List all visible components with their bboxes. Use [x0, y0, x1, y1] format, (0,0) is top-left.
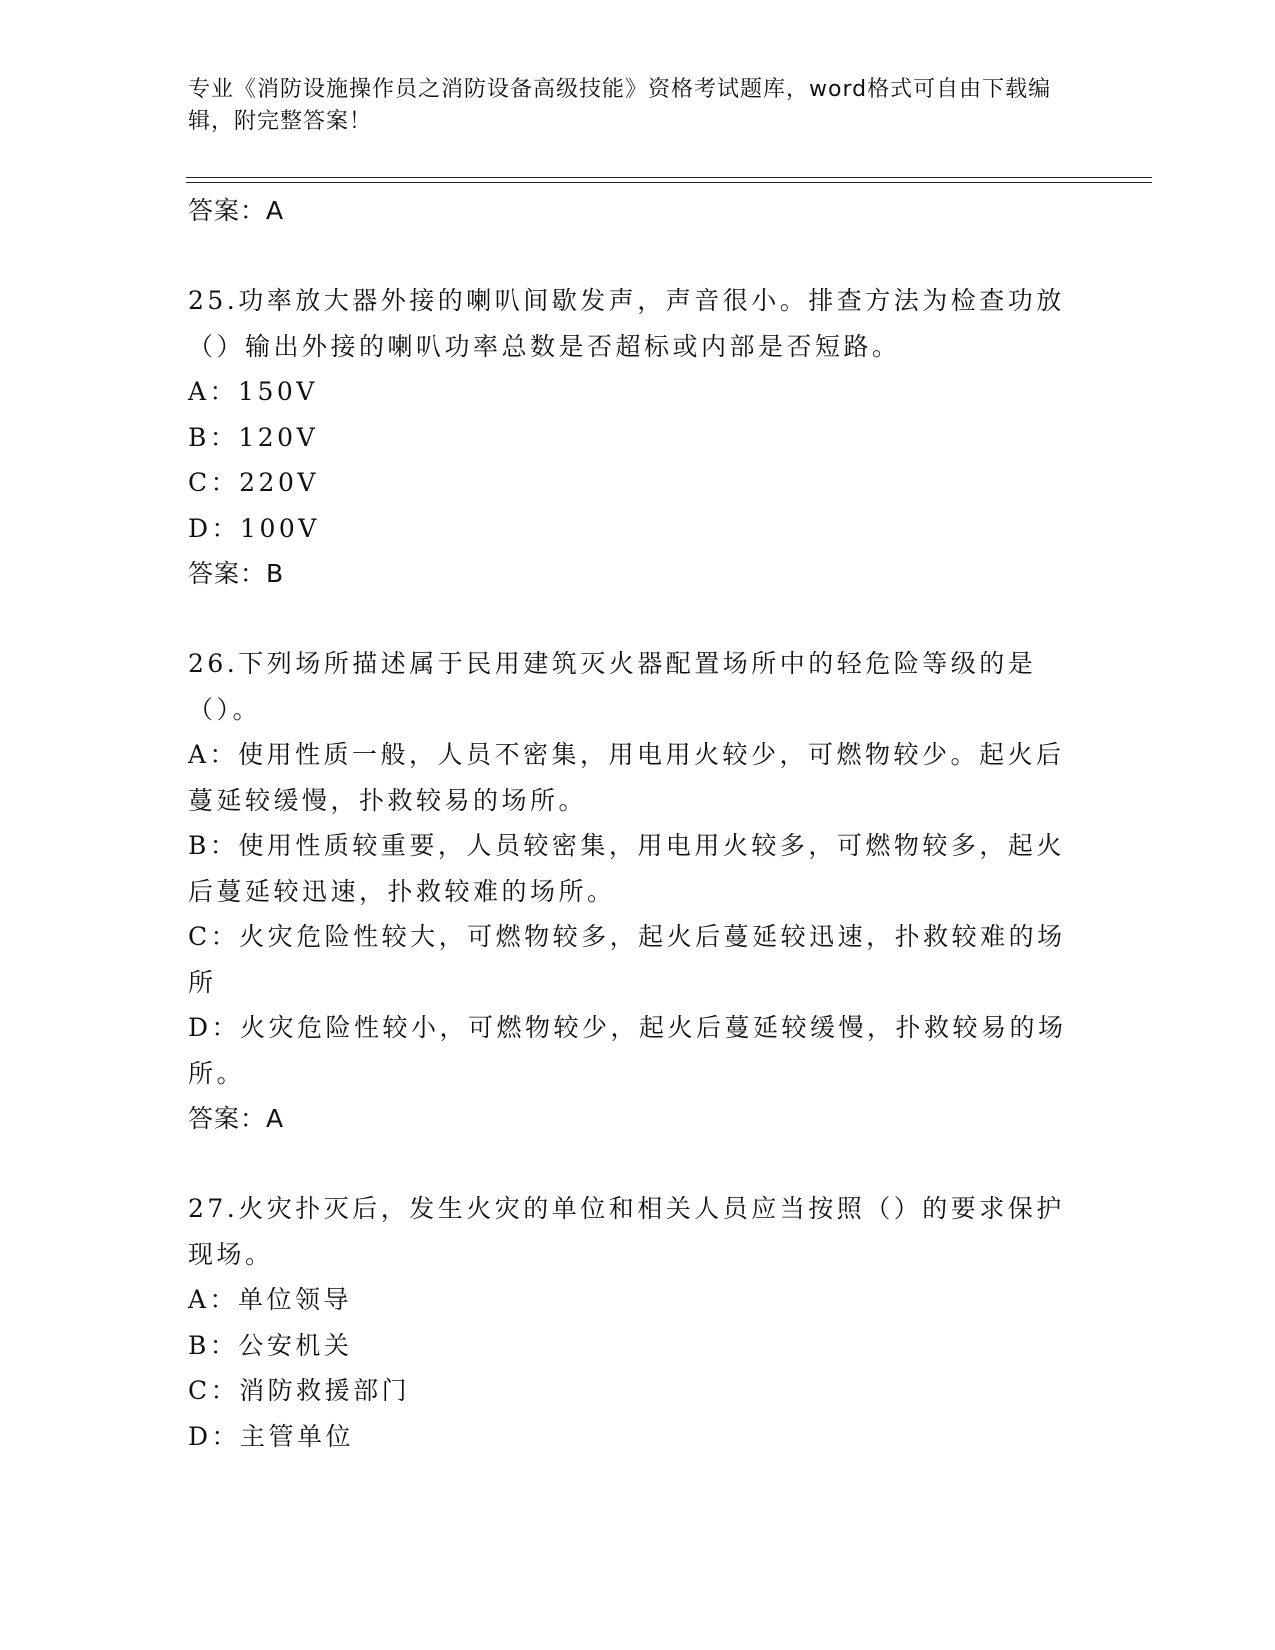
question-27 — [188, 1186, 1088, 1459]
question-27-text: 27.火灾扑灭后，发生火灾的单位和相关人员应当按照（）的要求保护现场。 — [188, 1194, 1065, 1269]
question-26-option-d: D：火灾危险性较小，可燃物较少，起火后蔓延较缓慢，扑救较易的场所。 — [188, 1013, 1067, 1088]
question-25-option-c: C：220V — [188, 468, 319, 497]
question-25-option-b: B：120V — [188, 422, 319, 452]
answer-prev: 答案：A — [188, 196, 285, 225]
question-25-answer: 答案：B — [188, 559, 285, 588]
document-header — [188, 74, 1068, 138]
question-27-option-b: B：公安机关 — [188, 1330, 353, 1360]
question-27-option-c: C：消防救援部门 — [188, 1376, 411, 1405]
header-divider-bottom — [186, 182, 1152, 183]
question-26-option-c: C：火灾危险性较大，可燃物较多，起火后蔓延较迅速，扑救较难的场所 — [188, 922, 1066, 997]
question-list — [188, 188, 1088, 1459]
question-25 — [188, 278, 1088, 597]
question-25-option-d: D：100V — [188, 513, 320, 543]
question-25-text: 25.功率放大器外接的喇叭间歇发声，声音很小。排查方法为检查功放（）输出外接的喇叭功率总数是否超标或内部是否短路。 — [188, 286, 1065, 361]
question-26-text: 26.下列场所描述属于民用建筑灭火器配置场所中的轻危险等级的是（）。 — [188, 649, 1037, 724]
question-26 — [188, 641, 1088, 1142]
question-26-option-a: A：使用性质一般，人员不密集，用电用火较少，可燃物较少。起火后蔓延较缓慢，扑救较易的场所。 — [188, 740, 1065, 815]
question-25-option-a: A：150V — [188, 377, 318, 406]
question-27-option-d: D：主管单位 — [188, 1421, 355, 1451]
question-27-option-a: A：单位领导 — [188, 1285, 353, 1314]
question-26-option-b: B：使用性质较重要，人员较密集，用电用火较多，可燃物较多，起火后蔓延较迅速，扑救较难的场所。 — [188, 831, 1065, 906]
header-divider-top — [186, 177, 1152, 178]
question-26-answer: 答案：A — [188, 1104, 285, 1133]
header-intro: 专业《消防设施操作员之消防设备高级技能》资格考试题库，word格式可自由下载编辑，附完整答案！ — [188, 77, 1052, 134]
